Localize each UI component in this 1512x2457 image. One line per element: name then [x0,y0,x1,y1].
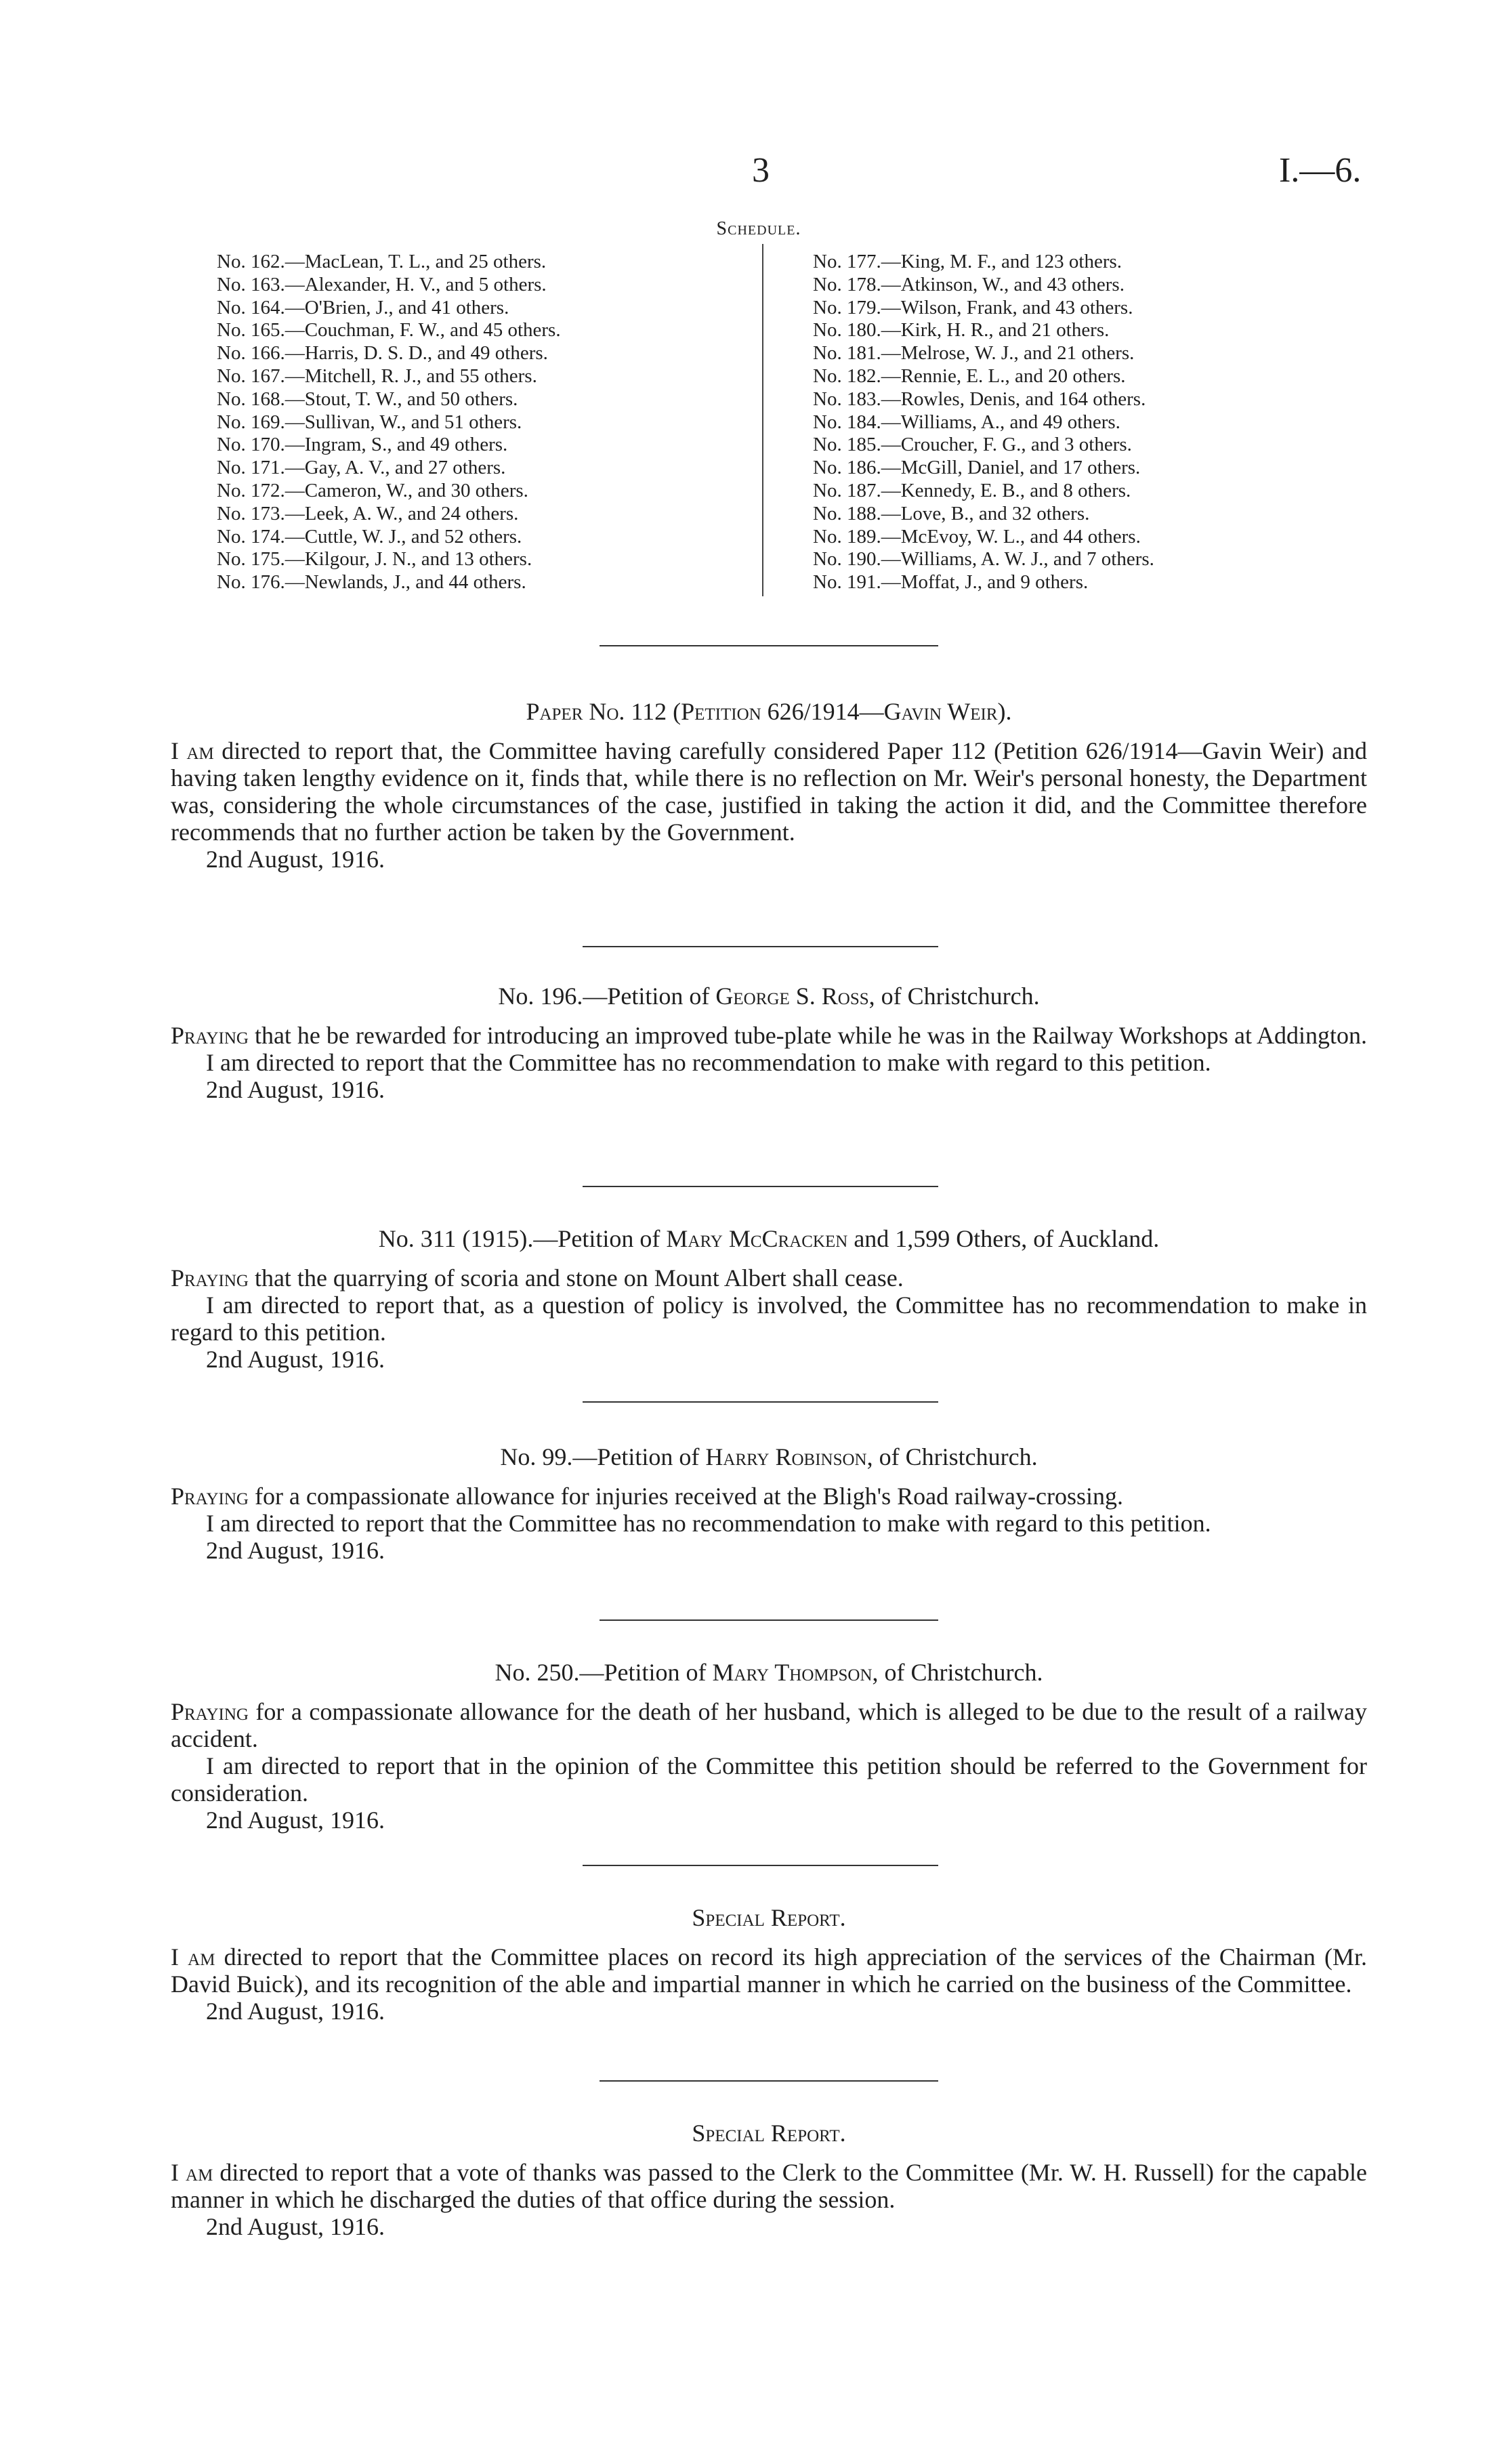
schedule-item: No. 168.—Stout, T. W., and 50 others. [217,388,518,410]
schedule-item: No. 171.—Gay, A. V., and 27 others. [217,457,506,479]
schedule-item: No. 176.—Newlands, J., and 44 others. [217,571,526,594]
section-title [171,1659,1367,1686]
schedule-item: No. 163.—Alexander, H. V., and 5 others. [217,273,547,295]
schedule-item: No. 170.—Ingram, S., and 49 others. [217,434,508,456]
petitioner-name: Mary Thompson [712,1659,873,1686]
petitioner-name: Mary McCracken [666,1225,848,1252]
section-title [171,983,1367,1010]
schedule-item: No. 191.—Moffat, J., and 9 others. [813,571,1089,594]
schedule-right-column [813,251,1287,594]
schedule-left-column [217,251,691,594]
report-text: I am directed to report that in the opinion of the Committee this petition should be referred to the Government for consideration. [171,1752,1367,1806]
schedule-item: No. 165.—Couchman, F. W., and 45 others. [217,319,561,342]
page-number: 3 [752,151,770,190]
title-suffix: and 1,599 Others, of Auckland. [847,1225,1160,1252]
document-reference: I.—6. [1279,151,1362,190]
section-separator-rule [583,1865,938,1866]
schedule-item: No. 162.—MacLean, T. L., and 25 others. [217,251,547,272]
schedule-title: Schedule. [716,218,801,239]
lead-word: Praying [171,1698,249,1725]
lead-word: Praying [171,1483,249,1510]
lead-word: I am [171,2159,213,2186]
title-prefix: No. 250.—Petition of [495,1659,713,1686]
praying-text [171,1022,1367,1049]
section-separator-rule [600,645,938,646]
schedule-item: No. 179.—Wilson, Frank, and 43 others. [813,296,1133,318]
title-suffix: , of Christchurch. [872,1659,1043,1686]
lead-word: I am [171,737,214,764]
body-text: for a compassionate allowance for the death of her husband, which is alleged to be due to the result of a railway accident. [171,1698,1367,1752]
schedule-item: No. 169.—Sullivan, W., and 51 others. [217,411,522,433]
body-text: for a compassionate allowance for injuries received at the Bligh's Road railway-crossing. [248,1483,1124,1510]
section-body [171,2159,1367,2213]
schedule-item: No. 185.—Croucher, F. G., and 3 others. [813,434,1132,456]
title-prefix: No. 311 (1915).—Petition of [378,1225,667,1252]
lead-word: Praying [171,1264,249,1292]
schedule-item: No. 178.—Atkinson, W., and 43 others. [813,273,1125,295]
section-date: 2nd August, 1916. [206,846,385,873]
schedule-item: No. 184.—Williams, A., and 49 others. [813,411,1120,433]
report-text: I am directed to report that the Committee has no recommendation to make with regard to this petition. [206,1049,1211,1076]
body-text: directed to report that a vote of thanks was passed to the Clerk to the Committee (Mr. W. H. Russell) for the capable manner in which he discharged the duties of that office during the session. [171,2159,1367,2213]
special-report-clerk-section [171,2120,1367,2240]
petition-196-section [171,983,1367,1103]
section-separator-rule [600,1619,938,1621]
body-text: directed to report that the Committee places on record its high appreciation of the services of the Chairman (Mr. David Buick), and its recognition of the able and impartial manner in which he carried on the business of the Committee. [171,1943,1367,1998]
section-date: 2nd August, 1916. [206,1806,385,1834]
schedule-item: No. 181.—Melrose, W. J., and 21 others. [813,342,1135,365]
schedule-item: No. 188.—Love, B., and 32 others. [813,502,1090,524]
lead-word: Praying [171,1022,249,1049]
report-text: I am directed to report that the Committee has no recommendation to make with regard to this petition. [206,1510,1211,1537]
section-date: 2nd August, 1916. [206,1076,385,1103]
schedule-item: No. 186.—McGill, Daniel, and 17 others. [813,457,1141,479]
section-separator-rule [583,1186,938,1187]
title-suffix: , of Christchurch. [868,983,1040,1010]
schedule-item: No. 173.—Leek, A. W., and 24 others. [217,502,519,524]
petitioner-name: George S. Ross [715,983,869,1010]
praying-text [171,1483,1367,1510]
title-prefix: No. 196.—Petition of [498,983,716,1010]
section-date: 2nd August, 1916. [206,1346,385,1373]
praying-text [171,1698,1367,1752]
section-title: Paper No. 112 (Petition 626/1914—Gavin Weir). [526,698,1012,725]
schedule-item: No. 182.—Rennie, E. L., and 20 others. [813,365,1126,387]
section-body [171,737,1367,846]
report-text: I am directed to report that, as a question of policy is involved, the Committee has no recommendation to make in regard to this petition. [171,1292,1367,1346]
title-suffix: , of Christchurch. [866,1443,1038,1470]
lead-word: I am [171,1943,215,1970]
schedule-item: No. 172.—Cameron, W., and 30 others. [217,479,528,501]
schedule-item: No. 189.—McEvoy, W. L., and 44 others. [813,525,1141,548]
section-date: 2nd August, 1916. [206,1537,385,1564]
section-title [171,1225,1367,1252]
petition-99-section [171,1443,1367,1564]
schedule-item: No. 174.—Cuttle, W. J., and 52 others. [217,525,522,548]
schedule-column-divider [762,244,763,596]
praying-text [171,1264,1367,1292]
paper-112-section [171,698,1367,873]
schedule-item: No. 190.—Williams, A. W. J., and 7 others. [813,548,1154,571]
body-text: that he be rewarded for introducing an improved tube-plate while he was in the Railway Workshops at Addington. [248,1022,1367,1049]
section-separator-rule [583,1401,938,1403]
schedule-item: No. 183.—Rowles, Denis, and 164 others. [813,388,1146,410]
special-report-chairman-section [171,1904,1367,2025]
schedule-item: No. 175.—Kilgour, J. N., and 13 others. [217,548,532,571]
section-title: Special Report. [692,1904,846,1931]
section-title: Special Report. [692,2120,846,2147]
section-body [171,1943,1367,1998]
schedule-item: No. 166.—Harris, D. S. D., and 49 others. [217,342,548,365]
section-separator-rule [600,2080,938,2082]
section-separator-rule [583,946,938,947]
petitioner-name: Harry Robinson [705,1443,867,1470]
schedule-item: No. 177.—King, M. F., and 123 others. [813,251,1122,272]
schedule-item: No. 167.—Mitchell, R. J., and 55 others. [217,365,537,387]
title-prefix: No. 99.—Petition of [500,1443,706,1470]
section-date: 2nd August, 1916. [206,2213,385,2240]
body-text: directed to report that, the Committee having carefully considered Paper 112 (Petition 626/1914—Gavin Weir) and having taken lengthy evidence on it, finds that, while there is no reflection on Mr. Weir's personal honesty, the Department was, considering the whole circumstances of the case, justified in taking the action it did, and the Committee therefore recommends that no further action be taken by the Government. [171,737,1367,846]
schedule-item: No. 180.—Kirk, H. R., and 21 others. [813,319,1110,342]
body-text: that the quarrying of scoria and stone on Mount Albert shall cease. [248,1264,904,1292]
petition-250-section [171,1659,1367,1834]
petition-311-section [171,1225,1367,1373]
section-title [171,1443,1367,1470]
section-date: 2nd August, 1916. [206,1998,385,2025]
schedule-item: No. 187.—Kennedy, E. B., and 8 others. [813,479,1131,501]
schedule-item: No. 164.—O'Brien, J., and 41 others. [217,296,509,318]
